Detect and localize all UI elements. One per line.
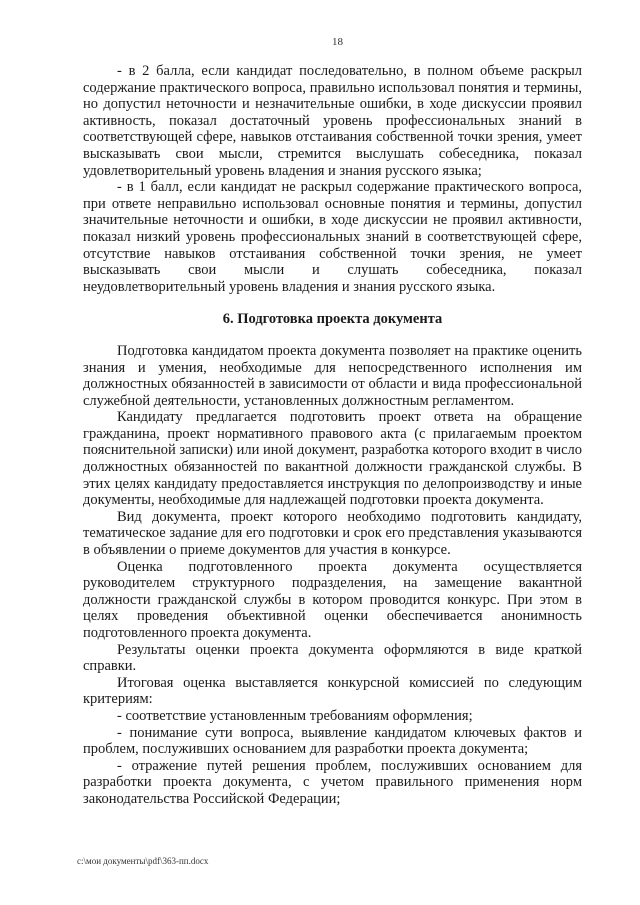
- criterion-solutions: - отражение путей решения проблем, послуживших основанием для разработки проекта документа, с учетом правильного применения норм законодательства Российской Федерации;: [83, 757, 582, 807]
- text-body: [83, 63, 582, 808]
- criterion-understanding: - понимание сути вопроса, выявление кандидатом ключевых фактов и проблем, послуживших основанием для разработки проекта документа;: [83, 724, 582, 758]
- paragraph-document-preparation-purpose: Подготовка кандидатом проекта документа позволяет на практике оценить знания и умения, необходимые для непосредственного исполнения им должностных обязанностей в зависимости от области и вида профессиональной служебной деятельности, установленных должностным регламентом.: [83, 342, 582, 409]
- paragraph-candidate-task: Кандидату предлагается подготовить проект ответа на обращение гражданина, проект нормативного правового акта (с прилагаемым проектом пояснительной записки) или иной документ, разработка которого входит в число должностных обязанностей по вакантной должности гражданской службы. В этих целях кандидату предоставляется инструкция по делопроизводству и иные документы, необходимые для надлежащей подготовки проекта документа.: [83, 409, 582, 509]
- file-path-footer: c:\мои документы\pdf\363-пп.docx: [77, 856, 209, 866]
- paragraph-score-1-point: - в 1 балл, если кандидат не раскрыл содержание практического вопроса, при ответе неправильно использовал основные понятия и термины, допустил значительные неточности и ошибки, в ходе дискуссии не проявил активности, показал низкий уровень профессиональных знаний в соответствующей сфере, отсутствие навыков отстаивания собственной точки зрения, не умеет высказывать свои мысли и слушать собеседника, показал неудовлетворительный уровень владения и знания русского языка.: [83, 179, 582, 295]
- criterion-formatting: - соответствие установленным требованиям оформления;: [117, 707, 473, 724]
- page-number: 18: [332, 36, 343, 48]
- section-heading: 6. Подготовка проекта документа: [222, 311, 443, 328]
- paragraph-evaluation: Оценка подготовленного проекта документа осуществляется руководителем структурного подразделения, на замещение вакантной должности гражданской службы в котором проводится конкурс. При этом в целях проведения объективной оценки обеспечивается анонимность подготовленного проекта документа.: [83, 558, 582, 641]
- paragraph-score-2-points: - в 2 балла, если кандидат последовательно, в полном объеме раскрыл содержание практического вопроса, правильно использовал понятия и термины, но допустил неточности и незначительные ошибки, в ходе дискуссии проявил активность, показал достаточный уровень профессиональных знаний в соответствующей сфере, навыков отстаивания собственной точки зрения, умеет высказывать свои мысли, стремится выслушать собеседника, показал удовлетворительный уровень владения и знания русского языка;: [83, 63, 582, 179]
- paragraph-evaluation-results: Результаты оценки проекта документа оформляются в виде краткой справки.: [83, 641, 582, 675]
- paragraph-final-score-criteria: Итоговая оценка выставляется конкурсной комиссией по следующим критериям:: [83, 674, 582, 708]
- paragraph-document-type: Вид документа, проект которого необходимо подготовить кандидату, тематическое задание для его подготовки и срок его представления указываются в объявлении о приеме документов для участия в конкурсе.: [83, 508, 582, 559]
